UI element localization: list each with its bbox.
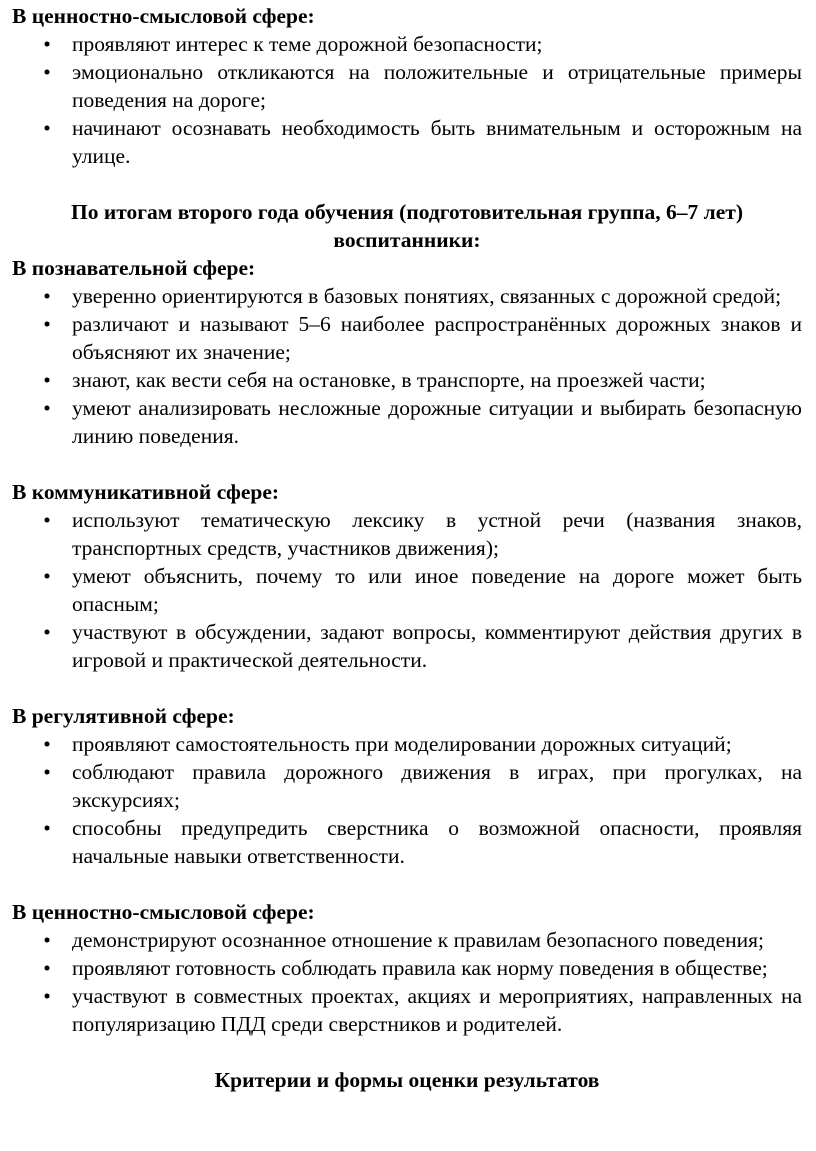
list-item <box>12 282 802 310</box>
bullet-icon: • <box>43 956 51 980</box>
list-item <box>12 562 802 618</box>
spacer <box>12 1038 802 1066</box>
list-item <box>12 758 802 814</box>
bullet-icon: • <box>43 60 51 84</box>
list-item-text: проявляют самостоятельность при моделировании дорожных ситуаций; <box>72 732 732 756</box>
section-heading: В ценностно-смысловой сфере: <box>12 900 315 924</box>
bullet-list <box>12 730 802 870</box>
list-item <box>12 30 802 58</box>
bullet-icon: • <box>43 284 51 308</box>
list-item <box>12 366 802 394</box>
list-item-text: проявляют готовность соблюдать правила как норму поведения в обществе; <box>72 956 768 980</box>
bullet-icon: • <box>43 32 51 56</box>
bullet-icon: • <box>43 508 51 532</box>
bullet-icon: • <box>43 928 51 952</box>
list-item <box>12 114 802 170</box>
list-item-text: демонстрируют осознанное отношение к правилам безопасного поведения; <box>72 928 765 952</box>
list-item-text: способны предупредить сверстника о возможной опасности, проявляя начальные навыки ответственности. <box>72 816 802 868</box>
section-value-sphere-2 <box>12 898 802 1038</box>
section-heading: В коммуникативной сфере: <box>12 480 280 504</box>
year-title: По итогам второго года обучения (подготовительная группа, 6–7 лет) воспитанники: <box>70 200 744 252</box>
list-item-text: различают и называют 5–6 наиболее распространённых дорожных знаков и объясняют их значение; <box>72 312 802 364</box>
list-item-text: знают, как вести себя на остановке, в транспорте, на проезжей части; <box>72 368 706 392</box>
bullet-icon: • <box>43 396 51 420</box>
section-heading: В регулятивной сфере: <box>12 704 235 728</box>
list-item-text: умеют объяснить, почему то или иное поведение на дороге может быть опасным; <box>72 564 802 616</box>
list-item-text: соблюдают правила дорожного движения в играх, при прогулках, на экскурсиях; <box>72 760 802 812</box>
bullet-list <box>12 926 802 1038</box>
bullet-icon: • <box>43 312 51 336</box>
spacer <box>12 870 802 898</box>
spacer <box>12 170 802 198</box>
list-item <box>12 954 802 982</box>
section-heading: В ценностно-смысловой сфере: <box>12 4 315 28</box>
bullet-list <box>12 30 802 170</box>
section-value-sphere-1 <box>12 2 802 170</box>
bullet-icon: • <box>43 368 51 392</box>
list-item-text: умеют анализировать несложные дорожные ситуации и выбирать безопасную линию поведения. <box>72 396 802 448</box>
list-item <box>12 58 802 114</box>
spacer <box>12 674 802 702</box>
bullet-icon: • <box>43 116 51 140</box>
bullet-icon: • <box>43 984 51 1008</box>
list-item <box>12 926 802 954</box>
list-item <box>12 982 802 1038</box>
list-item-text: используют тематическую лексику в устной речи (названия знаков, транспортных средств, участников движения); <box>72 508 802 560</box>
list-item <box>12 730 802 758</box>
bullet-icon: • <box>43 564 51 588</box>
list-item <box>12 394 802 450</box>
list-item-text: уверенно ориентируются в базовых понятиях, связанных с дорожной средой; <box>72 284 782 308</box>
bullet-icon: • <box>43 760 51 784</box>
list-item <box>12 506 802 562</box>
bullet-list <box>12 282 802 450</box>
section-cognitive-sphere <box>12 254 802 450</box>
section-heading: В познавательной сфере: <box>12 256 256 280</box>
bullet-icon: • <box>43 620 51 644</box>
bullet-icon: • <box>43 732 51 756</box>
document-page <box>12 2 802 1094</box>
bullet-icon: • <box>43 816 51 840</box>
list-item <box>12 618 802 674</box>
list-item-text: эмоционально откликаются на положительные и отрицательные примеры поведения на дороге; <box>72 60 802 112</box>
list-item <box>12 310 802 366</box>
spacer <box>12 450 802 478</box>
list-item-text: участвуют в совместных проектах, акциях и мероприятиях, направленных на популяризацию ПДД среди сверстников и родителей. <box>72 984 802 1036</box>
footer-title: Критерии и формы оценки результатов <box>214 1068 600 1092</box>
list-item-text: участвуют в обсуждении, задают вопросы, комментируют действия других в игровой и практической деятельности. <box>72 620 802 672</box>
list-item <box>12 814 802 870</box>
section-regulatory-sphere <box>12 702 802 870</box>
bullet-list <box>12 506 802 674</box>
section-communicative-sphere <box>12 478 802 674</box>
list-item-text: начинают осознавать необходимость быть внимательным и осторожным на улице. <box>72 116 802 168</box>
list-item-text: проявляют интерес к теме дорожной безопасности; <box>72 32 543 56</box>
